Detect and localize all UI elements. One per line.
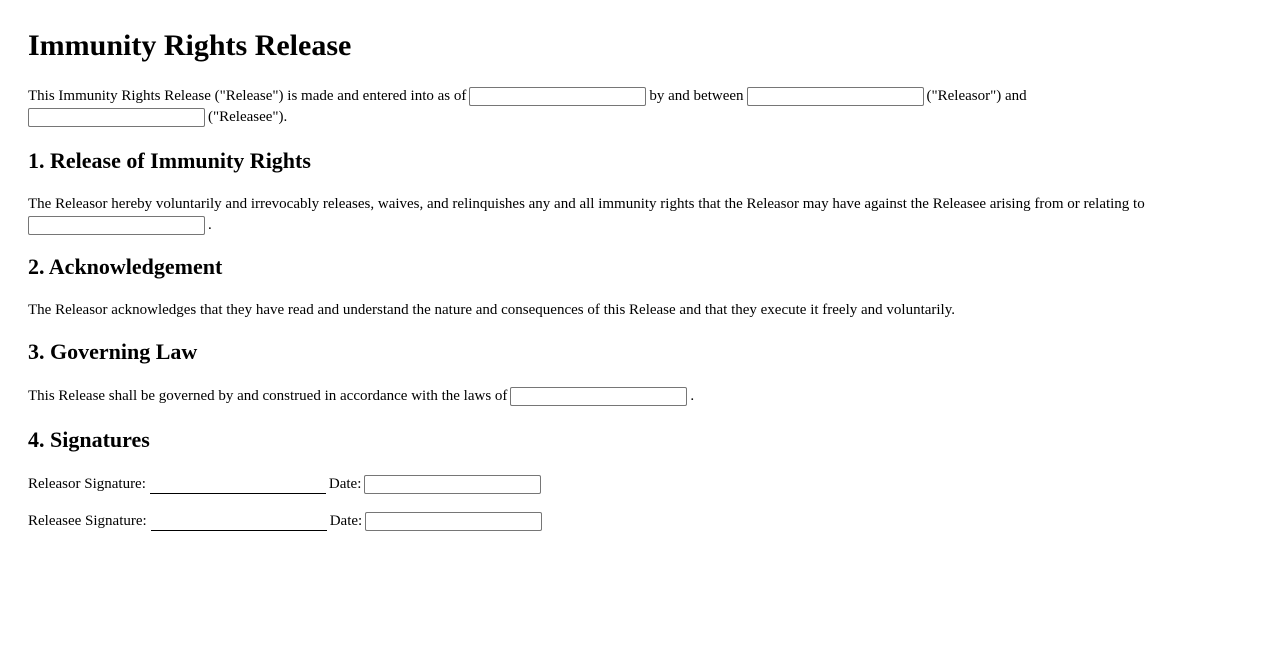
section-1-paragraph	[28, 194, 1250, 236]
effective-date-field[interactable]	[469, 87, 646, 106]
section-3-heading: 3. Governing Law	[28, 339, 198, 364]
intro-text-4: ("Releasee").	[208, 109, 288, 125]
releasee-signature-line[interactable]	[151, 516, 327, 531]
intro-text-3: ("Releasor") and	[926, 88, 1027, 104]
releasee-signature-row	[28, 511, 1250, 532]
section-3-paragraph	[28, 386, 1250, 407]
intro-text-2: by and between	[649, 88, 744, 104]
releasor-date-field[interactable]	[364, 475, 541, 494]
releasee-date-field[interactable]	[365, 512, 542, 531]
intro-paragraph	[28, 86, 1250, 128]
page-title: Immunity Rights Release	[28, 29, 352, 62]
section-1-suffix: .	[208, 217, 212, 233]
governing-jurisdiction-field[interactable]	[510, 387, 687, 406]
intro-text-1: This Immunity Rights Release ("Release") is made and entered into as of	[28, 88, 467, 104]
releasor-signature-line[interactable]	[150, 479, 326, 494]
releasee-name-field[interactable]	[28, 108, 205, 127]
releasor-signature-label: Releasor Signature:	[28, 476, 146, 492]
section-2-heading: 2. Acknowledgement	[28, 254, 223, 279]
release-subject-field[interactable]	[28, 216, 205, 235]
section-3-suffix: .	[690, 388, 695, 404]
section-4-heading: 4. Signatures	[28, 427, 150, 452]
releasor-signature-row	[28, 474, 1250, 495]
releasee-signature-label: Releasee Signature:	[28, 513, 147, 529]
section-1-heading: 1. Release of Immunity Rights	[28, 148, 311, 173]
releasor-date-label: Date:	[328, 476, 362, 492]
section-2-paragraph	[28, 300, 1250, 321]
section-3-text: This Release shall be governed by and construed in accordance with the laws of	[28, 388, 508, 404]
section-1-text: The Releasor hereby voluntarily and irrevocably releases, waives, and relinquishes any and all immunity rights that the Releasor may have against the Releasee arising from or relating to	[28, 196, 1145, 212]
releasor-name-field[interactable]	[747, 87, 924, 106]
releasee-date-label: Date:	[329, 513, 363, 529]
section-2-text: The Releasor acknowledges that they have read and understand the nature and consequences of this Release and that they execute it freely and voluntarily.	[28, 302, 956, 318]
